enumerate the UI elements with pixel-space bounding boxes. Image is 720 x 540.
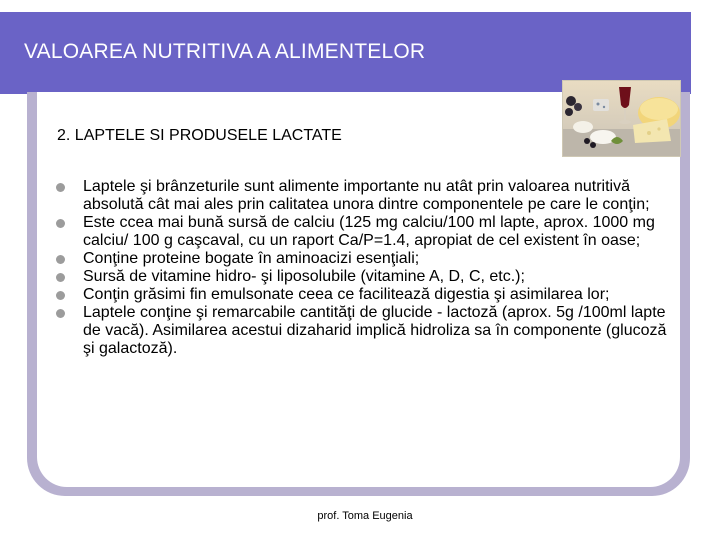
bullet-text: Sursă de vitamine hidro- şi liposolubile (vitamine A, D, C, etc.); [83, 268, 525, 285]
bullet-icon [56, 291, 65, 300]
bullet-list [56, 178, 676, 358]
bullet-item [56, 178, 676, 214]
bullet-text: Este ccea mai bună sursă de calciu (125 mg calciu/100 ml lapte, aprox. 1000 mg calciu/ 100 g caşcaval, cu un raport Ca/P=1.4, apropiat de cel existent în oase; [83, 214, 655, 249]
bullet-text: Laptele şi brânzeturile sunt alimente importante nu atât prin valoarea nutritivă absolută cât mai ales prin calitatea unora dintre componentele pe care le conţin; [83, 178, 650, 213]
bullet-text: Conţin grăsimi fin emulsonate ceea ce facilitează digestia şi asimilarea lor; [83, 286, 610, 303]
bullet-item [56, 304, 676, 358]
bullet-text: Conţine proteine bogate în aminoacizi esenţiali; [83, 250, 420, 267]
bullet-text: Laptele conţine şi remarcabile cantităţi de glucide - lactoză (aprox. 5g /100ml lapte de vacă). Asimilarea acestui dizaharid implică hidroliza sa în componente (glucoză şi galactoză). [83, 304, 667, 357]
dairy-products-photo [562, 80, 681, 157]
bullet-icon [56, 309, 65, 318]
slide-title: VALOAREA NUTRITIVA A ALIMENTELOR [24, 40, 426, 63]
bullet-item [56, 250, 676, 268]
bullet-item [56, 214, 676, 250]
bullet-item [56, 286, 676, 304]
bullet-icon [56, 273, 65, 282]
footer-author: prof. Toma Eugenia [317, 510, 413, 522]
bullet-item [56, 268, 676, 286]
section-title: 2. LAPTELE SI PRODUSELE LACTATE [57, 127, 342, 144]
bullet-icon [56, 183, 65, 192]
bullet-icon [56, 255, 65, 264]
bullet-icon [56, 219, 65, 228]
